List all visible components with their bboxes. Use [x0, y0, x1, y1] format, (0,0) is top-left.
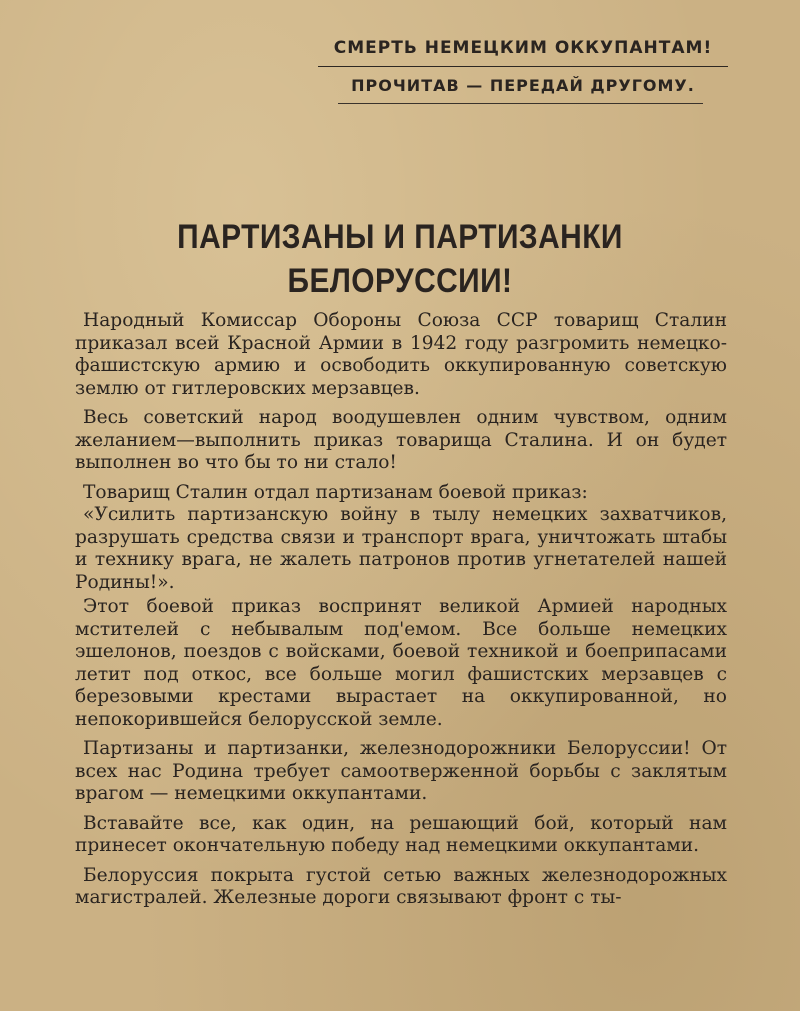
paragraph: Вставайте все, как один, на решающий бой, который нам принесет окончательную победу над немецкими оккупантами.: [75, 812, 727, 856]
slogan: СМЕРТЬ НЕМЕЦКИМ ОККУПАНТАМ!: [333, 38, 713, 58]
pass-on-notice: ПРОЧИТАВ — ПЕРЕДАЙ ДРУГОМУ.: [351, 76, 695, 95]
title-line-2: БЕЛОРУССИИ!: [287, 262, 513, 300]
header-underline: [338, 103, 703, 104]
leaflet-title: [48, 215, 752, 303]
paragraph: Народный Комиссар Обороны Союза ССР товарищ Сталин приказал всей Красной Армии в 1942 году разгромить немецко-фашистскую армию и освободить оккупированную советскую землю от гитлеровских мерзавцев.: [75, 310, 727, 399]
paragraph: Этот боевой приказ воспринят великой Армией народных мстителей с небывалым под'емом. Все больше немецких эшелонов, поездов с войсками, боевой техникой и боеприпасами летит под откос, все больше могил фашистских мерзавцев с березовыми крестами вырастает на оккупированной, но непокорившейся белорусской земле.: [75, 596, 727, 730]
quote-paragraph: «Усилить партизанскую войну в тылу немецких захватчиков, разрушать средства связи и транспорт врага, уничтожать штабы и технику врага, не жалеть патронов против угнетателей нашей Родины!».: [75, 504, 727, 593]
header-block: [318, 34, 728, 104]
header-divider: [318, 66, 728, 67]
paragraph: Белоруссия покрыта густой сетью важных железнодорожных магистралей. Железные дороги связывают фронт с ты-: [75, 864, 727, 908]
title-line-1: ПАРТИЗАНЫ И ПАРТИЗАНКИ: [177, 218, 623, 256]
paragraph: Весь советский народ воодушевлен одним чувством, одним желанием—выполнить приказ товарища Сталина. И он будет выполнен во что бы то ни стало!: [75, 407, 727, 473]
paragraph: Партизаны и партизанки, железнодорожники Белоруссии! От всех нас Родина требует самоотверженной борьбы с заклятым врагом — немецкими оккупантами.: [75, 738, 727, 804]
paragraph: Товарищ Сталин отдал партизанам боевой приказ:: [83, 481, 588, 503]
leaflet-body: [75, 310, 727, 910]
